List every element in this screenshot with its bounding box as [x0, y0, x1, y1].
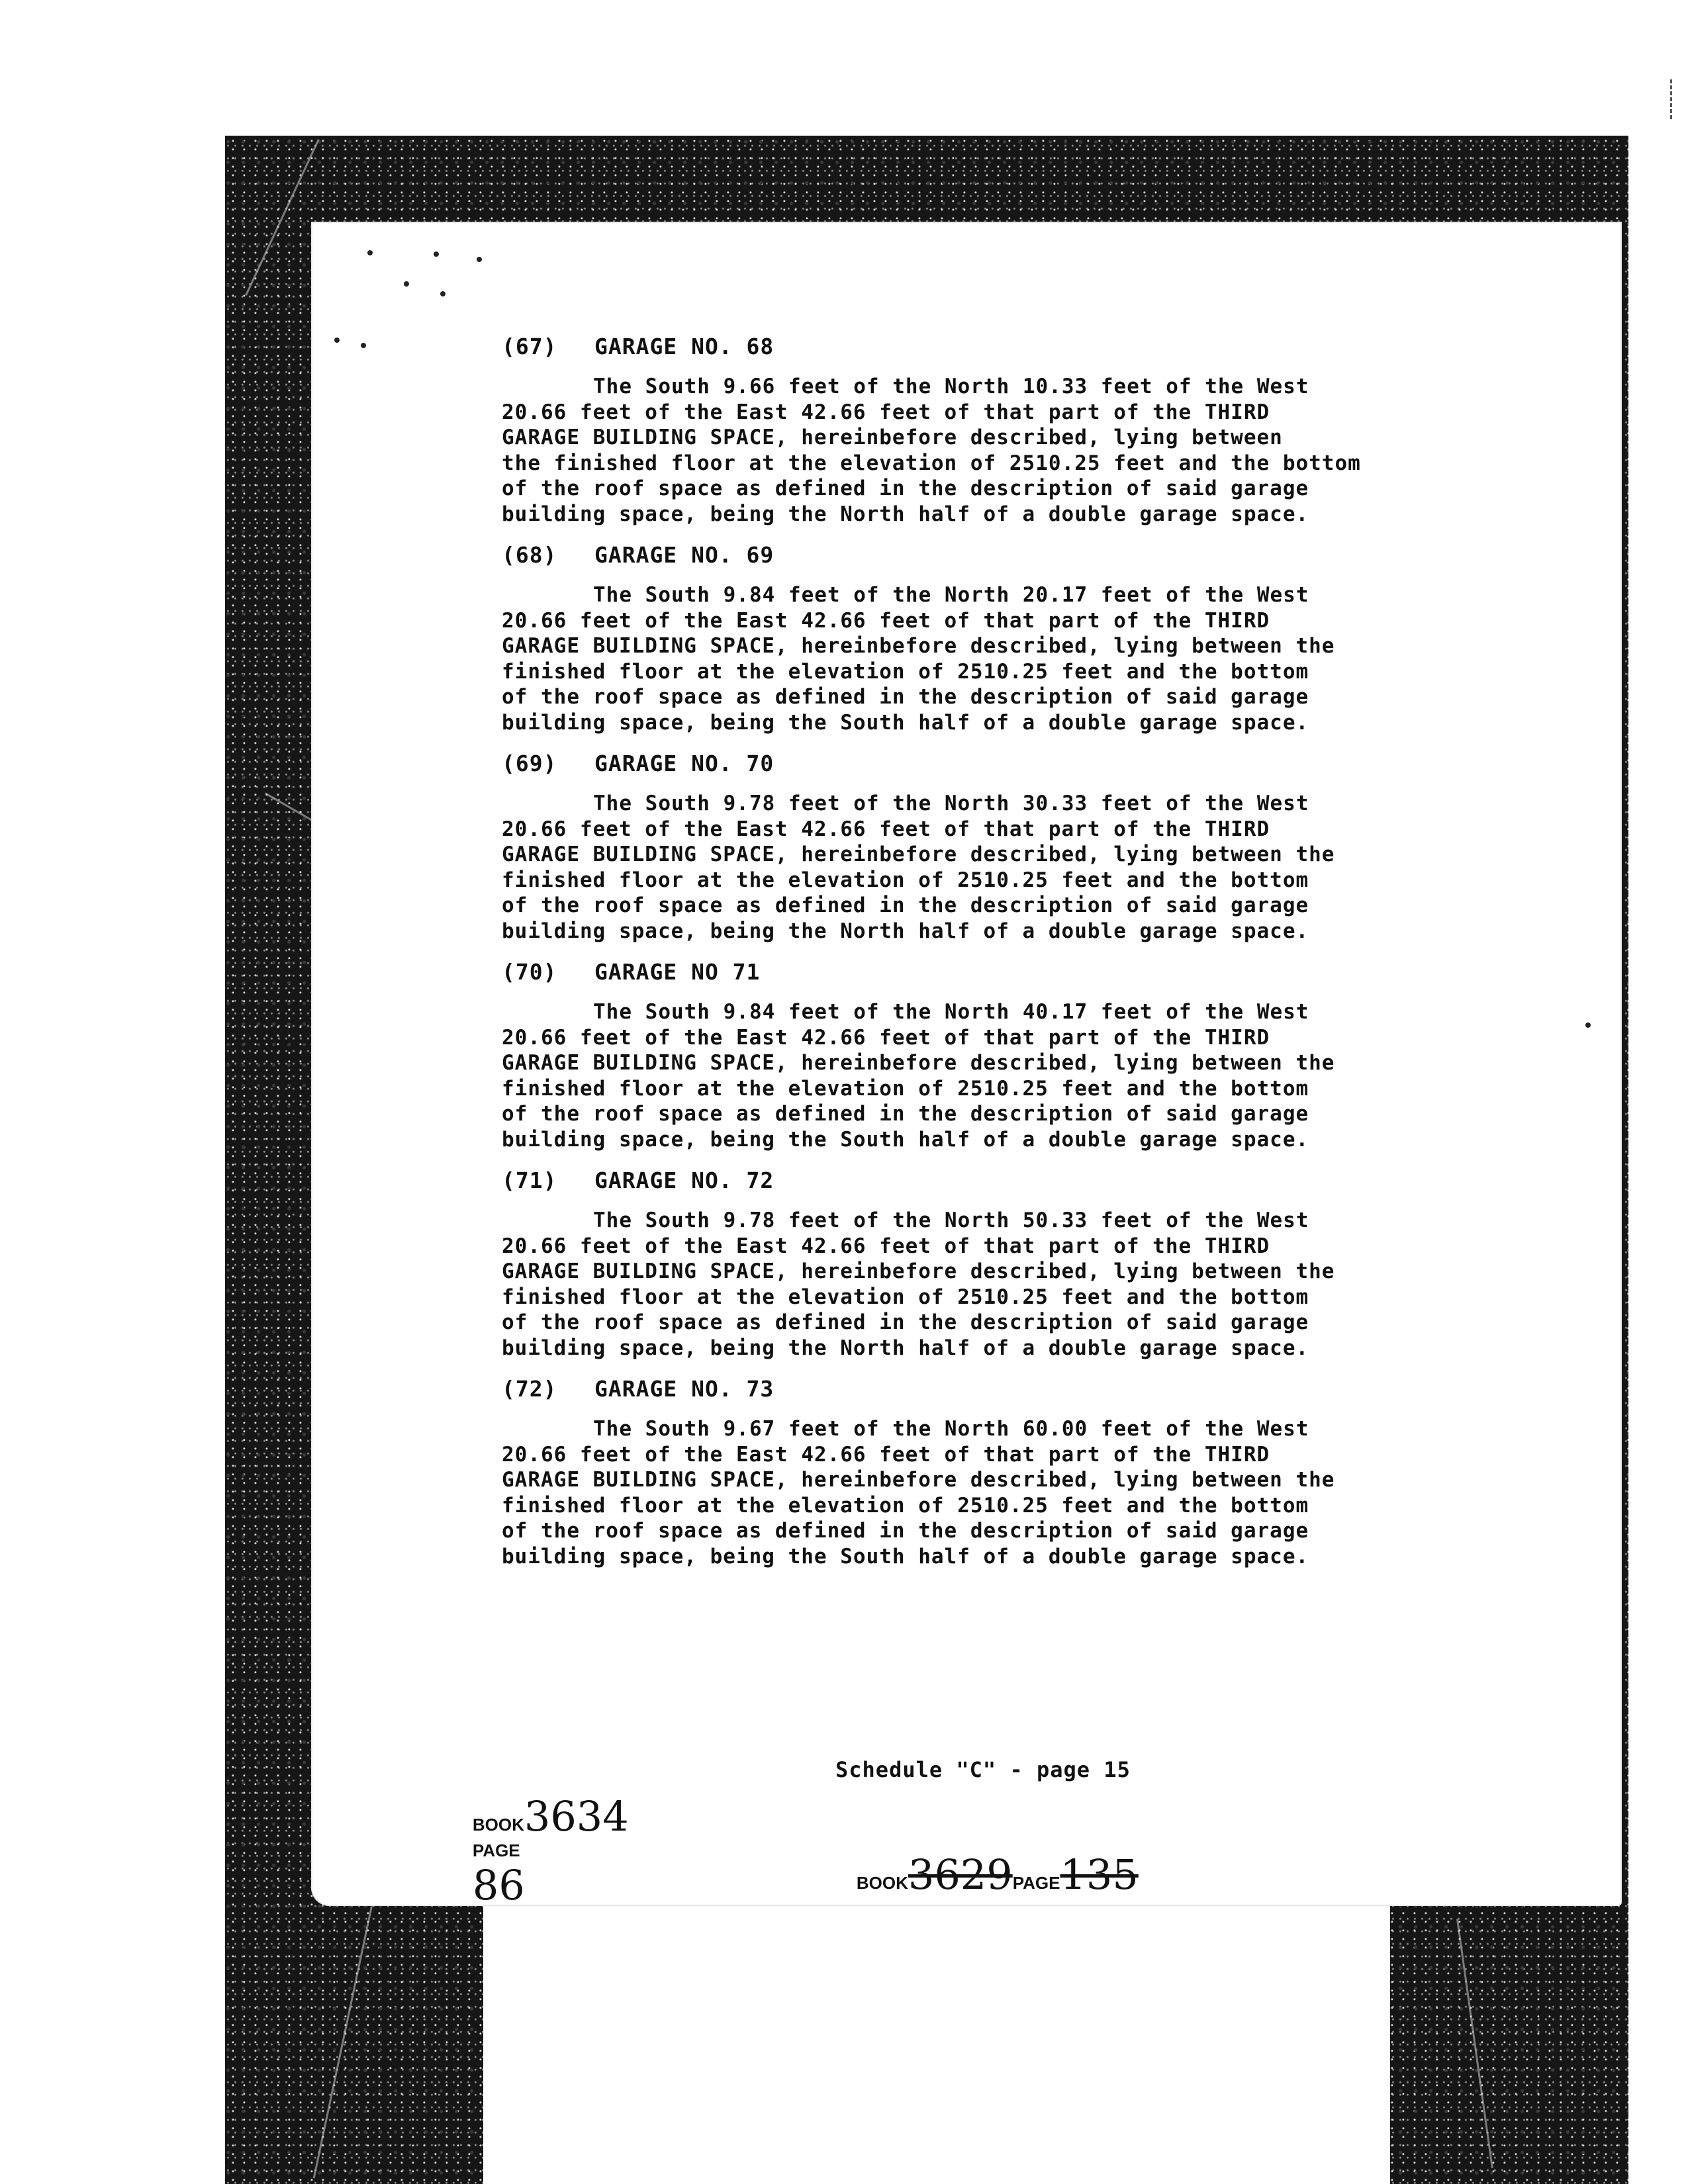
- text-line: The South 9.78 feet of the North 30.33 feet of the West: [593, 792, 1309, 815]
- entry-title: GARAGE NO 71: [594, 959, 761, 985]
- text-line: of the roof space as defined in the description of said garage: [502, 1519, 1309, 1543]
- entry-description: [502, 582, 1561, 735]
- scan-speck: [367, 250, 373, 255]
- text-line: 20.66 feet of the East 42.66 feet of that part of the THIRD: [502, 1442, 1270, 1467]
- garage-entry: [502, 745, 1561, 944]
- text-line: GARAGE BUILDING SPACE, hereinbefore described, lying between the: [502, 842, 1335, 866]
- text-line: of the roof space as defined in the description of said garage: [502, 893, 1309, 917]
- text-line: GARAGE BUILDING SPACE, hereinbefore described, lying between the: [502, 1259, 1335, 1283]
- entry-title: GARAGE NO. 73: [594, 1376, 774, 1402]
- book-number: 3634: [524, 1792, 629, 1841]
- text-line: The South 9.84 feet of the North 40.17 feet of the West: [593, 1000, 1309, 1024]
- entry-description: [502, 999, 1561, 1152]
- schedule-page-footer: Schedule "C" - page 15: [835, 1757, 1131, 1782]
- garage-entry: [502, 536, 1561, 735]
- entry-heading: [502, 1161, 1561, 1200]
- entry-description: [502, 1208, 1561, 1361]
- garage-entry: [502, 1161, 1561, 1361]
- text-line: building space, being the North half of a double garage space.: [502, 919, 1309, 943]
- text-line: finished floor at the elevation of 2510.25 feet and the bottom: [502, 659, 1309, 684]
- text-line: of the roof space as defined in the description of said garage: [502, 1310, 1309, 1334]
- entry-heading: [502, 745, 1561, 783]
- text-line: The South 9.78 feet of the North 50.33 feet of the West: [593, 1208, 1309, 1232]
- entry-heading: [502, 328, 1561, 366]
- document-body: [502, 328, 1561, 1578]
- entry-number: (70): [502, 959, 557, 985]
- text-line: finished floor at the elevation of 2510.25 feet and the bottom: [502, 1493, 1309, 1518]
- text-line: 20.66 feet of the East 42.66 feet of that part of the THIRD: [502, 1025, 1270, 1050]
- page-number: 135: [1060, 1850, 1139, 1899]
- text-line: The South 9.66 feet of the North 10.33 feet of the West: [593, 375, 1309, 398]
- entry-number: (68): [502, 542, 557, 568]
- entry-description: [502, 791, 1561, 944]
- text-line: The South 9.84 feet of the North 20.17 feet of the West: [593, 583, 1309, 607]
- text-line: finished floor at the elevation of 2510.25 feet and the bottom: [502, 868, 1309, 892]
- garage-entry: [502, 953, 1561, 1152]
- text-line: GARAGE BUILDING SPACE, hereinbefore described, lying between the: [502, 634, 1335, 658]
- text-line: finished floor at the elevation of 2510.25 feet and the bottom: [502, 1285, 1309, 1309]
- garage-entry: [502, 328, 1561, 527]
- text-line: 20.66 feet of the East 42.66 feet of that part of the THIRD: [502, 817, 1270, 841]
- entry-title: GARAGE NO. 70: [594, 751, 774, 776]
- text-line: 20.66 feet of the East 42.66 feet of that part of the THIRD: [502, 1234, 1270, 1258]
- scan-speck: [334, 338, 340, 343]
- struck-book-page-stamp: [851, 1839, 1139, 1899]
- page-bottom-margin: [483, 1906, 1390, 2184]
- text-line: GARAGE BUILDING SPACE, hereinbefore described, lying between: [502, 426, 1283, 449]
- text-line: building space, being the South half of a double garage space.: [502, 1544, 1309, 1569]
- text-line: of the roof space as defined in the description of said garage: [502, 477, 1309, 500]
- scan-speck: [477, 257, 482, 262]
- entry-heading: [502, 1370, 1561, 1408]
- scan-speck: [404, 281, 409, 287]
- entry-number: (72): [502, 1376, 557, 1402]
- book-page-stamp: [467, 1780, 629, 1909]
- entry-title: GARAGE NO. 72: [594, 1167, 774, 1193]
- entry-number: (71): [502, 1167, 557, 1193]
- entry-title: GARAGE NO. 69: [594, 542, 774, 568]
- entry-description: [502, 374, 1561, 527]
- entry-heading: [502, 953, 1561, 991]
- scan-speck: [1585, 1023, 1591, 1028]
- text-line: 20.66 feet of the East 42.66 feet of that part of the THIRD: [502, 400, 1270, 424]
- garage-entry: [502, 1370, 1561, 1569]
- scan-speck: [434, 251, 439, 257]
- book-label: BOOK: [856, 1873, 908, 1893]
- text-line: 20.66 feet of the East 42.66 feet of that part of the THIRD: [502, 608, 1270, 633]
- text-line: finished floor at the elevation of 2510.25 feet and the bottom: [502, 1076, 1309, 1101]
- text-line: building space, being the South half of a double garage space.: [502, 1127, 1309, 1152]
- text-line: building space, being the North half of a double garage space.: [502, 1336, 1309, 1360]
- scan-speck: [440, 291, 445, 296]
- entry-title: GARAGE NO. 68: [594, 334, 774, 359]
- text-line: of the roof space as defined in the description of said garage: [502, 685, 1309, 709]
- book-number: 3629: [908, 1850, 1013, 1899]
- text-line: building space, being the North half of a double garage space.: [502, 502, 1309, 526]
- scan-speck: [361, 343, 366, 348]
- text-line: GARAGE BUILDING SPACE, hereinbefore described, lying between the: [502, 1051, 1335, 1075]
- page-label: PAGE: [1012, 1873, 1060, 1893]
- edge-mark: [1670, 79, 1675, 119]
- text-line: The South 9.67 feet of the North 60.00 feet of the West: [593, 1417, 1309, 1441]
- entry-description: [502, 1416, 1561, 1569]
- text-line: of the roof space as defined in the description of said garage: [502, 1102, 1309, 1126]
- text-line: the finished floor at the elevation of 2510.25 feet and the bottom: [502, 451, 1361, 475]
- page-label: PAGE: [472, 1841, 520, 1860]
- book-label: BOOK: [472, 1815, 524, 1835]
- entry-heading: [502, 536, 1561, 574]
- text-line: GARAGE BUILDING SPACE, hereinbefore described, lying between the: [502, 1468, 1335, 1492]
- entry-number: (69): [502, 751, 557, 776]
- entry-number: (67): [502, 334, 557, 359]
- text-line: building space, being the South half of a double garage space.: [502, 710, 1309, 735]
- page-number: 86: [472, 1861, 525, 1909]
